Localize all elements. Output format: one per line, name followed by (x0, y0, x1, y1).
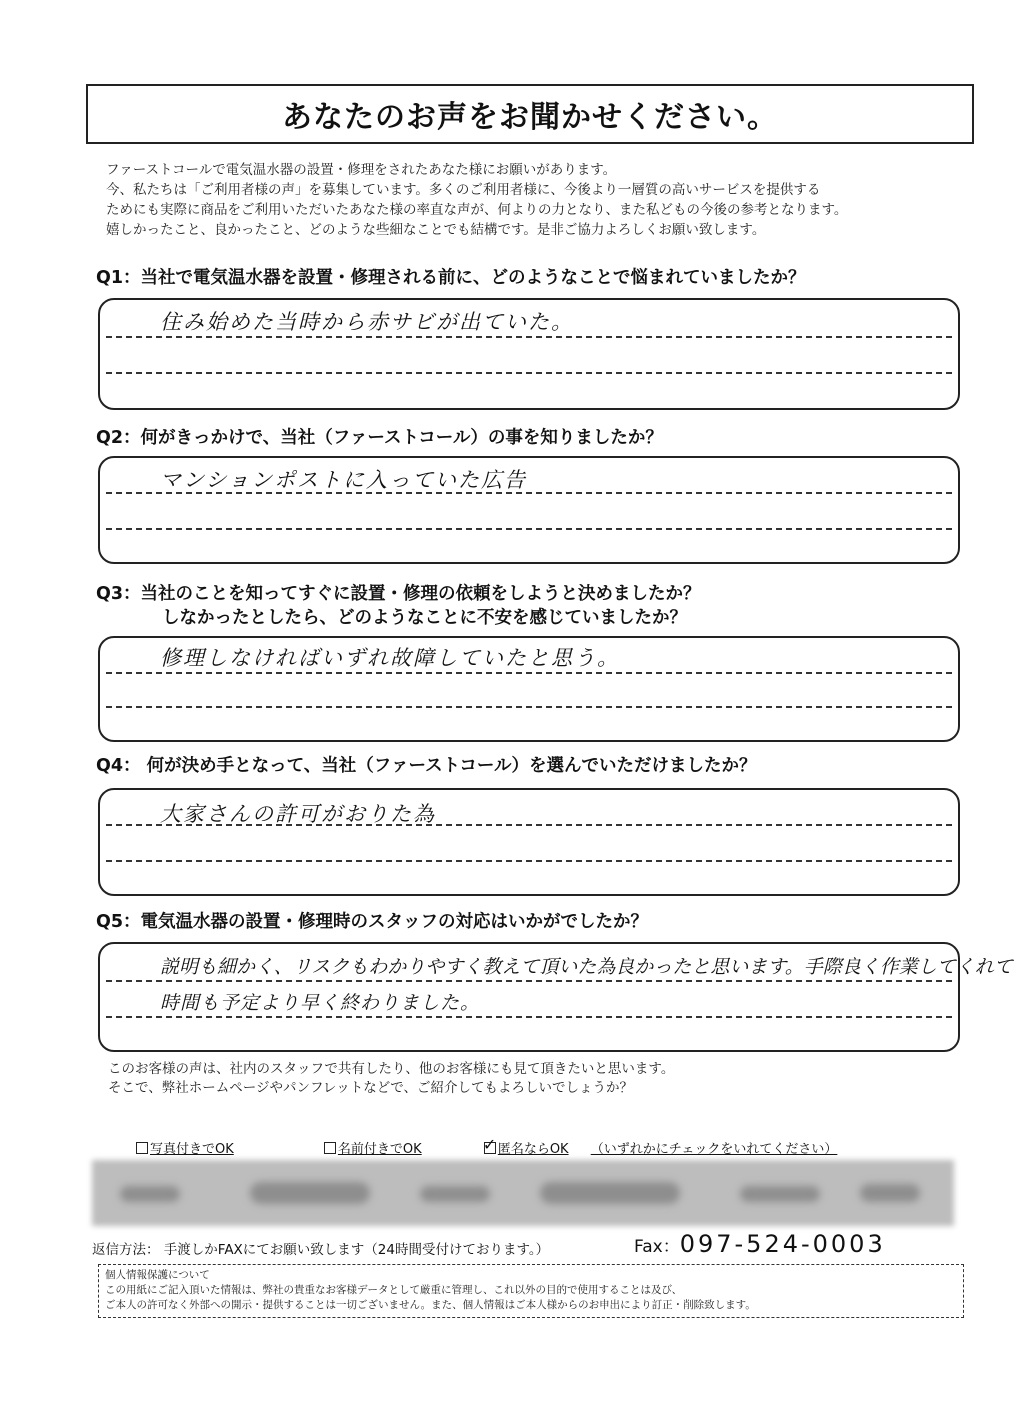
intro-line-3: ためにも実際に商品をご利用いただいたあなた様の率直な声が、何よりの力となり、また私どもの今後の参考となります。 (106, 202, 848, 218)
redacted-content (100, 1168, 946, 1218)
dashed-line (106, 706, 952, 708)
share-line-1: このお客様の声は、社内のスタッフで共有したり、他のお客様にも見て頂きたいと思います。 (108, 1061, 675, 1077)
photo-ok-checkbox[interactable] (136, 1138, 234, 1157)
handwritten-answer-5: 説明も細かく、リスクもわかりやすく教えて頂いた為良かったと思います。手際良く作業してくれて (160, 956, 1013, 978)
question-4-label: Q4： 何が決め手となって、当社（ファーストコール）を選んでいただけましたか？ (96, 756, 757, 776)
privacy-notice (98, 1264, 964, 1318)
dashed-line (106, 372, 952, 374)
dashed-line (106, 1016, 952, 1018)
dashed-line (106, 860, 952, 862)
anonymous-ok-label: 匿名ならOK (497, 1142, 569, 1157)
answer-box-4 (98, 788, 960, 896)
handwritten-answer-3: 修理しなければいずれ故障していたと思う。 (160, 646, 620, 670)
photo-ok-label: 写真付きでOK (150, 1142, 234, 1157)
name-ok-checkbox[interactable] (324, 1138, 422, 1157)
handwritten-answer-4: 大家さんの許可がおりた為 (160, 802, 436, 826)
intro-line-4: 嬉しかったこと、良かったこと、どのような些細なことでも結構です。是非ご協力よろしくお願い致します。 (106, 222, 766, 238)
page-title: あなたのお声をお聞かせください。 (282, 100, 778, 135)
intro-text (106, 160, 956, 240)
consent-options (136, 1138, 837, 1157)
check-instruction: （いずれかにチェックをいれてください） (590, 1142, 838, 1157)
privacy-heading: 個人情報保護について (105, 1269, 210, 1281)
checkmark-icon[interactable] (484, 1142, 496, 1154)
question-1-label: Q1：当社で電気温水器を設置・修理される前に、どのようなことで悩まれていましたか？ (96, 268, 806, 288)
share-line-2: そこで、弊社ホームページやパンフレットなどで、ご紹介してもよろしいでしょうか？ (108, 1080, 634, 1096)
fax-number-block (634, 1230, 886, 1258)
question-3-label: Q3：当社のことを知ってすぐに設置・修理の依頼をしようと決めましたか？ (96, 584, 701, 604)
intro-line-1: ファーストコールで電気温水器の設置・修理をされたあなた様にお願いがあります。 (106, 162, 617, 178)
dashed-line (106, 528, 952, 530)
fax-label: Fax： (634, 1237, 680, 1257)
answer-box-3 (98, 636, 960, 742)
answer-box-5 (98, 942, 1013, 1052)
name-ok-label: 名前付きでOK (337, 1142, 422, 1157)
privacy-line-1: この用紙にご記入頂いた情報は、弊社の貴重なお客様データとして厳重に管理し、これ以外の目的で使用することは及び、 (105, 1284, 683, 1296)
answer-box-2 (98, 456, 960, 564)
checkbox-box[interactable] (136, 1142, 148, 1154)
share-request-text (108, 1060, 674, 1098)
checkbox-box[interactable] (324, 1142, 336, 1154)
question-3-label-2: しなかったとしたら、どのようなことに不安を感じていましたか？ (162, 608, 687, 628)
answer-box-1 (98, 298, 960, 410)
fax-number: 097-524-0003 (679, 1230, 886, 1258)
intro-line-2: 今、私たちは「ご利用者様の声」を募集しています。多くのご利用者様に、今後より一層質の高いサービスを提供する (106, 182, 821, 198)
question-2-label: Q2：何がきっかけで、当社（ファーストコール）の事を知りましたか？ (96, 428, 663, 448)
reply-method: 返信方法： 手渡しかFAXにてお願い致します（24時間受付けております。） (92, 1242, 550, 1258)
handwritten-answer-2: マンションポストに入っていた広告 (160, 468, 528, 492)
handwritten-answer-5-line-2: 時間も予定より早く終わりました。 (160, 992, 481, 1014)
question-5-label: Q5：電気温水器の設置・修理時のスタッフの対応はいかがでしたか？ (96, 912, 649, 932)
dashed-line (106, 672, 952, 674)
anonymous-ok-checkbox[interactable] (484, 1138, 569, 1157)
handwritten-answer-1: 住み始めた当時から赤サビが出ていた。 (160, 310, 574, 334)
title-box (86, 84, 974, 144)
dashed-line (106, 336, 952, 338)
dashed-line (106, 980, 952, 982)
privacy-line-2: ご本人の許可なく外部への開示・提供することは一切ございません。また、個人情報はご本人様からのお申出により訂正・削除致します。 (105, 1299, 756, 1311)
